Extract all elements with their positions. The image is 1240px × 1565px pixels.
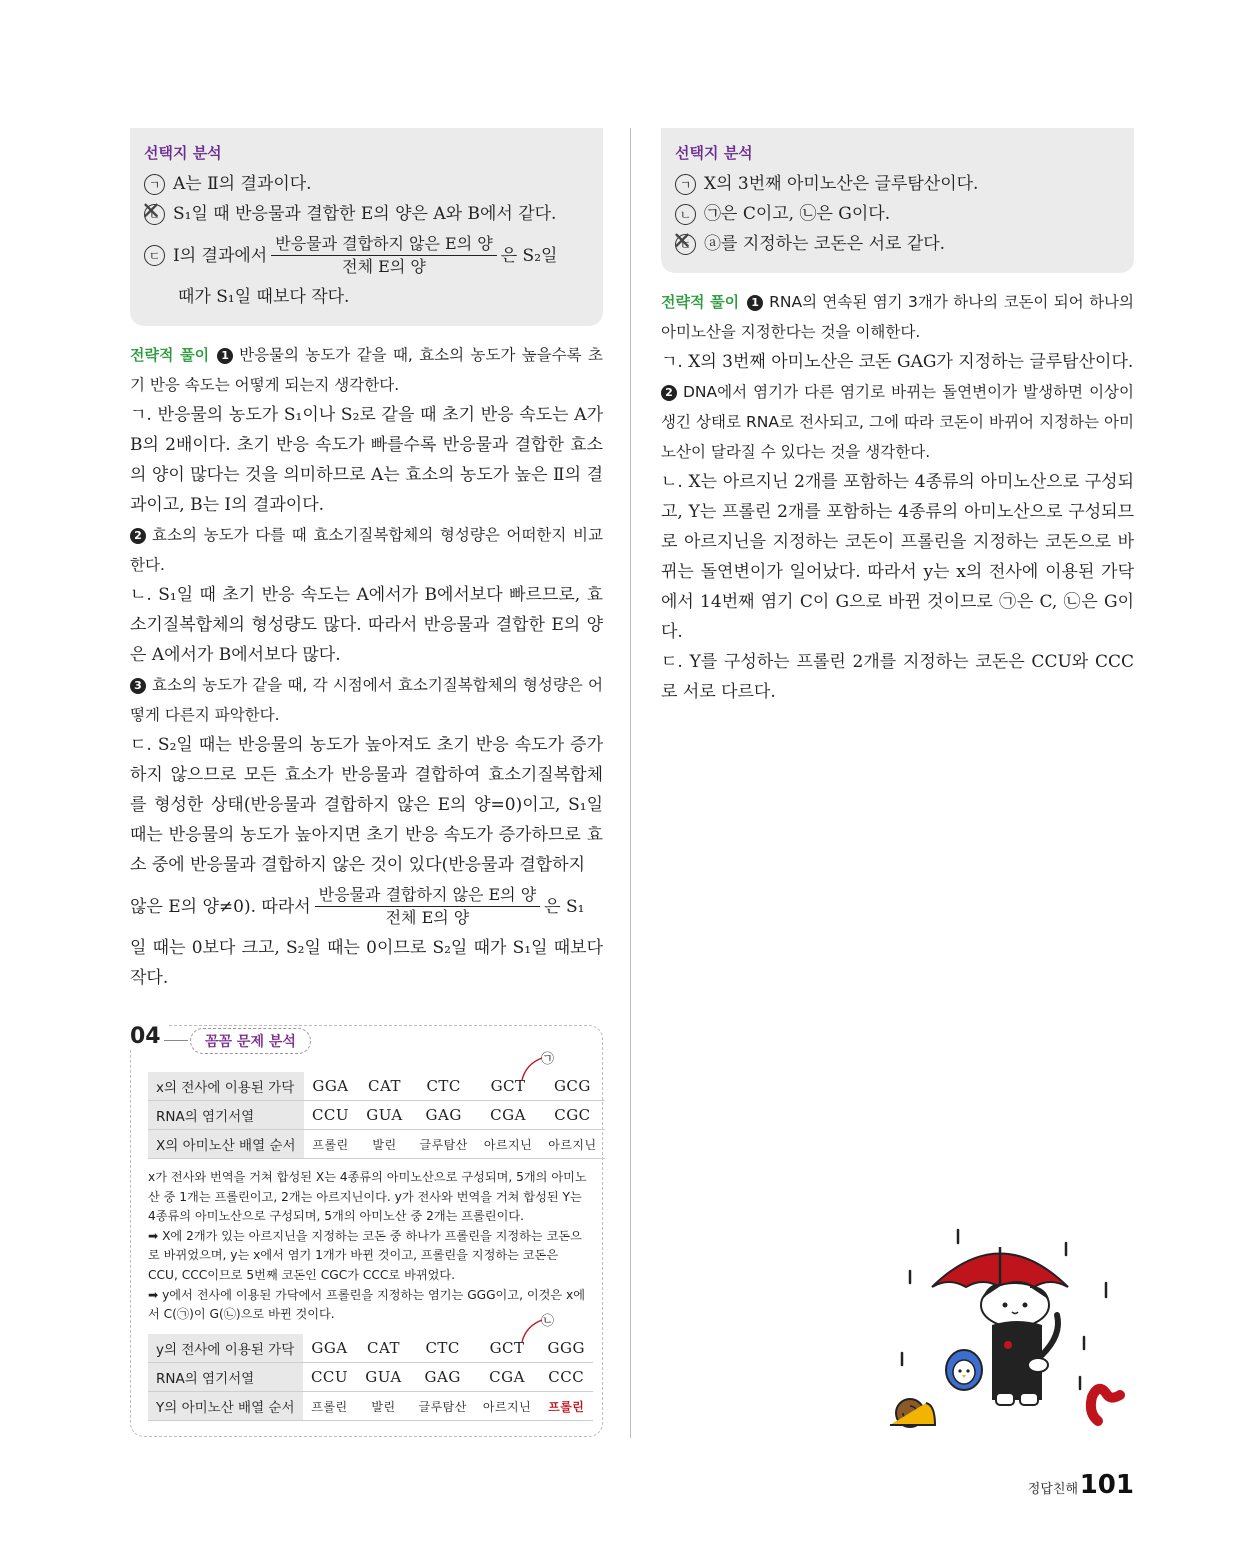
footer-label: 정답친해 [1027,1482,1078,1497]
table-row: Y의 아미노산 배열 순서 프롤린 발린 글루탐산 아르지닌 프롤린 [148,1392,593,1421]
correct-mark-icon: ㄴ [675,204,696,225]
choice-analysis-title: 선택지 분석 [675,144,753,162]
left-column [130,128,603,993]
strategy-label: 전략적 풀이 [661,293,740,311]
strategic-solution: 전략적 풀이 1 반응물의 농도가 같을 때, 효소의 농도가 높을수록 초기 반응 속도는 어떻게 되는지 생각한다. ㄱ. 반응물의 농도가 S₁이나 S₂로 같을 때 초기 반응 속도는 A가 B의 2배이다. 초기 반응 속도가 빠를수록 반응물과 결합한 효소의 양이 많다는 것을 의미하므로 A는 효소의 농도가 높은 Ⅱ의 결과이고, B는 Ⅰ의 결과이다. 2 효소의 농도가 다를 때 효소기질복합체의 형성량은 어떠한지 비교한다. ㄴ. S₁일 때 초기 반응 속도는 A에서가 B에서보다 빠르므로, 효소기질복합체의 형성량도 많다. 따라서 반응물과 결합한 E의 양은 A에서가 B에서보다 많다. 3 효소의 농도가 같을 때, 각 시점에서 효소기질복합체의 형성량은 어떻게 다른지 파악한다. ㄷ. S₂일 때는 반응물의 농도가 높아져도 초기 반응 속도가 증가하지 않으므로 모든 효소가 반응물과 결합하여 효소기질복합체를 형성한 상태(반응물과 결합하지 않은 E의 양=0)이고, S₁일 때는 반응물의 농도가 높아지면 초기 반응 속도가 증가하므로 효소 중에 반응물과 결합하지 않은 것이 있다(반응물과 결합하지 않은 E의 양≠0). 따라서 $\frac{\text{반응물과 결합하지 않은 E의 양}}{\text{전체 E의 양}}$ 은 S₁ 일 때는 0보다 크고, S₂일 때는 0이므로 S₂일 때가 S₁일 때보다 작다. [130,340,603,993]
fraction: $\frac{\text{반응물과 결합하지 않은 E의 양}}{\text{전체 E의 양}}$ [315,884,541,929]
choice-c: ㄷ ✕ ⓐ를 지정하는 코돈은 서로 같다. [675,229,1118,259]
problem-number: 04 [130,1024,167,1049]
problem-tag: 꼼꼼 문제 분석 [190,1028,311,1054]
choice-c-continued: 때가 S₁일 때보다 작다. [178,287,350,307]
choice-a: ㄱ X의 3번째 아미노산은 글루탐산이다. [675,169,1118,199]
step-3-icon: 3 [130,678,146,694]
table-row: X의 아미노산 배열 순서 프롤린 발린 글루탐산 아르지닌 아르지닌 [148,1130,605,1159]
changed-amino-acid: 프롤린 [539,1392,593,1421]
table-row: RNA의 염기서열 CCU GUA GAG CGA CCC [148,1363,593,1392]
solution-paragraph-2: ㄴ. S₁일 때 초기 반응 속도는 A에서가 B에서보다 빠르므로, 효소기질복합체의 형성량도 많다. 따라서 반응물과 결합한 E의 양은 A에서가 B에서보다 많다. [130,585,603,665]
strategy-label: 전략적 풀이 [130,346,210,364]
choice-b: ㄴ ㉠은 C이고, ㉡은 G이다. [675,199,1118,229]
sequence-table-x [148,1072,605,1159]
strategic-solution: 전략적 풀이 1 RNA의 연속된 염기 3개가 하나의 코돈이 되어 하나의 아미노산을 지정한다는 것을 이해한다. ㄱ. X의 3번째 아미노산은 코돈 GAG가 지정하는 글루탐산이다. 2 DNA에서 염기가 다른 염기로 바뀌는 돌연변이가 발생하면 이상이 생긴 상태로 RNA로 전사되고, 그에 따라 코돈이 바뀌어 지정하는 아미노산이 달라질 수 있다는 것을 생각한다. ㄴ. X는 아르지닌 2개를 포함하는 4종류의 아미노산으로 구성되고, Y는 프롤린 2개를 포함하는 4종류의 아미노산으로 구성되므로 아르지닌을 지정하는 코돈이 프롤린을 지정하는 코돈으로 바뀌는 돌연변이가 일어났다. 따라서 y는 x의 전사에 이용된 가닥에서 14번째 염기 C이 G으로 바뀐 것이므로 ㉠은 C, ㉡은 G이다. ㄷ. Y를 구성하는 프롤린 2개를 지정하는 코돈은 CCU와 CCC로 서로 다르다. [661,287,1134,707]
wrong-mark-icon: ㄷ ✕ [675,234,696,255]
correct-mark-icon: ㄱ [675,174,696,195]
right-column [661,128,1134,707]
choice-analysis-title: 선택지 분석 [144,144,222,162]
solution-paragraph-3: ㄷ. S₂일 때는 반응물의 농도가 높아져도 초기 반응 속도가 증가하지 않으므로 모든 효소가 반응물과 결합하여 효소기질복합체를 형성한 상태(반응물과 결합하지 않은 E의 양=0)이고, S₁일 때는 반응물의 농도가 높아지면 초기 반응 속도가 증가하므로 효소 중에 반응물과 결합하지 않은 것이 있다(반응물과 결합하지 [130,735,603,875]
problem-explanation: x가 전사와 번역을 거쳐 합성된 X는 4종류의 아미노산으로 구성되며, 5개의 아미노산 중 1개는 프롤린이고, 2개는 아르지닌이다. y가 전사와 번역을 거쳐 합성된 Y는 4종류의 아미노산으로 구성되며, 5개의 아미노산 중 2개는 프롤린이다. ➡ X에 2개가 있는 아르지닌을 지정하는 코돈 중 하나가 프롤린을 지정하는 코돈으로 바뀌었으며, y는 x에서 염기 1개가 바뀐 것이고, 프롤린을 지정하는 코돈은 CCU, CCC이므로 5번째 코돈인 CGC가 CCC로 바뀌었다. ➡ y에서 전사에 이용된 가닥에서 프롤린을 지정하는 염기는 GGG이고, 이것은 x에서 C(㉠)이 G(㉡)으로 바뀐 것이다. [148,1170,587,1322]
table-row: y의 전사에 이용된 가닥 GGA CAT CTC GCT GGG [148,1334,593,1363]
correct-mark-icon: ㄱ [144,174,165,195]
step-2-icon: 2 [130,528,146,544]
choice-b: ㄴ ✕ S₁일 때 반응물과 결합한 E의 양은 A와 B에서 같다. [144,199,587,229]
correct-mark-icon: ㄷ [144,245,165,266]
solution-paragraph-3: ㄷ. Y를 구성하는 프롤린 2개를 지정하는 코돈은 CCU와 CCC로 서로 다르다. [661,652,1134,702]
solution-paragraph-1: ㄱ. X의 3번째 아미노산은 코돈 GAG가 지정하는 글루탐산이다. [661,352,1134,372]
problem-pointer [164,1040,188,1041]
table-row: RNA의 염기서열 CCU GUA GAG CGA CGC [148,1101,605,1130]
step-2-icon: 2 [661,385,677,401]
step-1-icon: 1 [747,295,763,311]
cat-umbrella-illustration [880,1225,1140,1435]
wrong-mark-icon: ㄴ ✕ [144,204,165,225]
fraction: $\frac{\text{반응물과 결합하지 않은 E의 양}}{\text{전체 E의 양}}$ [271,233,497,278]
mark-a-label: ㉠ [541,1052,555,1067]
sequence-table-y [148,1334,593,1421]
solution-paragraph-3-end: 일 때는 0보다 크고, S₂일 때는 0이므로 S₂일 때가 S₁일 때보다 작다. [130,938,603,988]
solution-paragraph-2: ㄴ. X는 아르지닌 2개를 포함하는 4종류의 아미노산으로 구성되고, Y는 프롤린 2개를 포함하는 4종류의 아미노산으로 구성되므로 아르지닌을 지정하는 코돈이 프롤린을 지정하는 코돈으로 바뀌는 돌연변이가 일어났다. 따라서 y는 x의 전사에 이용된 가닥에서 14번째 염기 C이 G으로 바뀐 것이므로 ㉠은 C, ㉡은 G이다. [661,472,1134,642]
column-divider [630,128,631,1438]
choice-a: ㄱ A는 Ⅱ의 결과이다. [144,169,587,199]
choice-c: ㄷ Ⅰ의 결과에서 $\frac{\text{반응물과 결합하지 않은 E의 양}}{\text{전체 E의 양}}$ 은 S₂일 [144,233,587,278]
mark-b-label: ㉡ [541,1314,555,1329]
choice-analysis-box [661,128,1134,273]
step-1-icon: 1 [217,348,233,364]
table-row: x의 전사에 이용된 가닥 GGA CAT CTC GCT GCG [148,1072,605,1101]
page-number: 101 [1079,1470,1134,1500]
solution-paragraph-1: ㄱ. 반응물의 농도가 S₁이나 S₂로 같을 때 초기 반응 속도는 A가 B의 2배이다. 초기 반응 속도가 빠를수록 반응물과 결합한 효소의 양이 많다는 것을 의미하므로 A는 효소의 농도가 높은 Ⅱ의 결과이고, B는 Ⅰ의 결과이다. [130,405,603,515]
choice-analysis-box [130,128,603,326]
